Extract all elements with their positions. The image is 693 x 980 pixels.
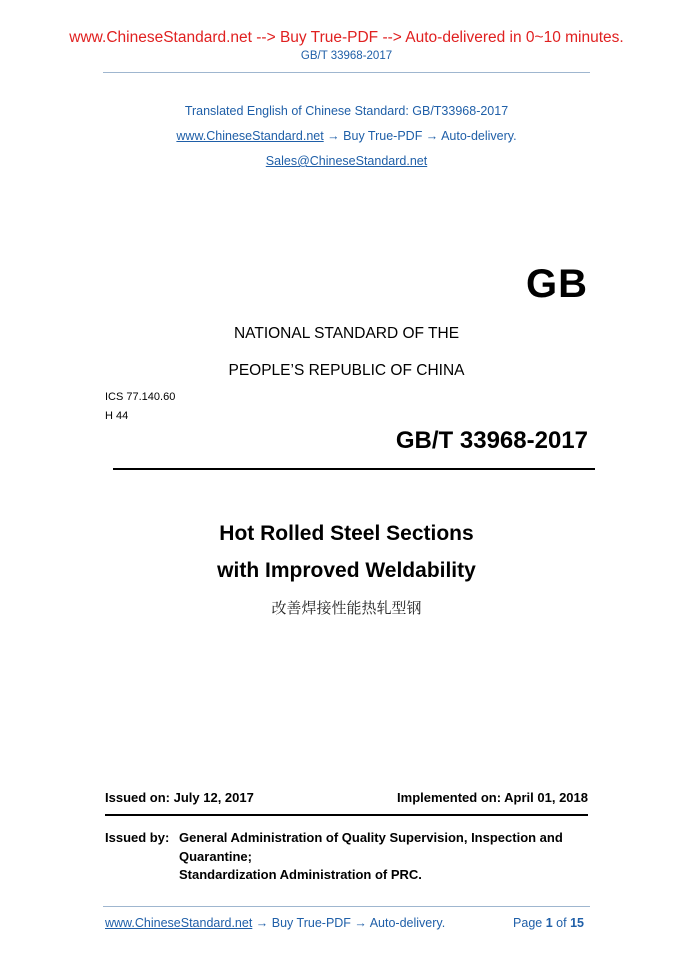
site-link[interactable]: www.ChineseStandard.net — [176, 129, 324, 143]
page-indicator — [513, 916, 584, 930]
top-banner[interactable]: www.ChineseStandard.net --> Buy True-PDF --> Auto-delivered in 0~10 minutes. — [69, 29, 624, 46]
title-line-2: with Improved Weldability — [217, 559, 476, 582]
header-divider — [103, 72, 590, 73]
page-total: 15 — [570, 916, 584, 930]
footer-purchase-text: → Buy True-PDF → Auto-delivery. — [252, 916, 446, 930]
issued-by-line-2: Quarantine; — [179, 849, 252, 864]
email-link[interactable]: Sales@ChineseStandard.net — [265, 154, 428, 168]
title-line-1: Hot Rolled Steel Sections — [219, 522, 474, 545]
national-line-2: PEOPLE’S REPUBLIC OF CHINA — [228, 362, 465, 379]
email-line — [0, 154, 693, 168]
implemented-on: Implemented on: April 01, 2018 — [397, 790, 588, 805]
code-divider — [113, 468, 595, 470]
header-standard-code: GB/T 33968-2017 — [300, 50, 393, 62]
issued-by-label: Issued by: — [105, 830, 170, 845]
page-number: 1 — [545, 916, 553, 930]
issued-by-line-1: General Administration of Quality Supervision, Inspection and — [179, 830, 563, 845]
purchase-text: → Buy True-PDF → Auto-delivery. — [323, 129, 517, 143]
translation-note: Translated English of Chinese Standard: GB/T33968-2017 — [184, 104, 509, 118]
issued-on: Issued on: July 12, 2017 — [105, 790, 254, 805]
title-chinese: 改善焊接性能热轧型钢 — [271, 599, 422, 617]
footer-site-link[interactable]: www.ChineseStandard.net — [105, 916, 253, 930]
footer-purchase — [105, 916, 445, 930]
issued-by-line-3: Standardization Administration of PRC. — [179, 867, 422, 882]
footer-divider — [103, 906, 590, 907]
of-label: of — [556, 916, 567, 930]
ccs-code: H 44 — [105, 410, 129, 422]
ics-code: ICS 77.140.60 — [105, 391, 176, 403]
page-label: Page — [513, 916, 543, 930]
dates-divider — [105, 814, 588, 816]
national-line-1: NATIONAL STANDARD OF THE — [233, 325, 460, 342]
gb-mark: GB — [526, 262, 588, 306]
purchase-line — [0, 129, 693, 143]
standard-code: GB/T 33968-2017 — [395, 427, 588, 454]
